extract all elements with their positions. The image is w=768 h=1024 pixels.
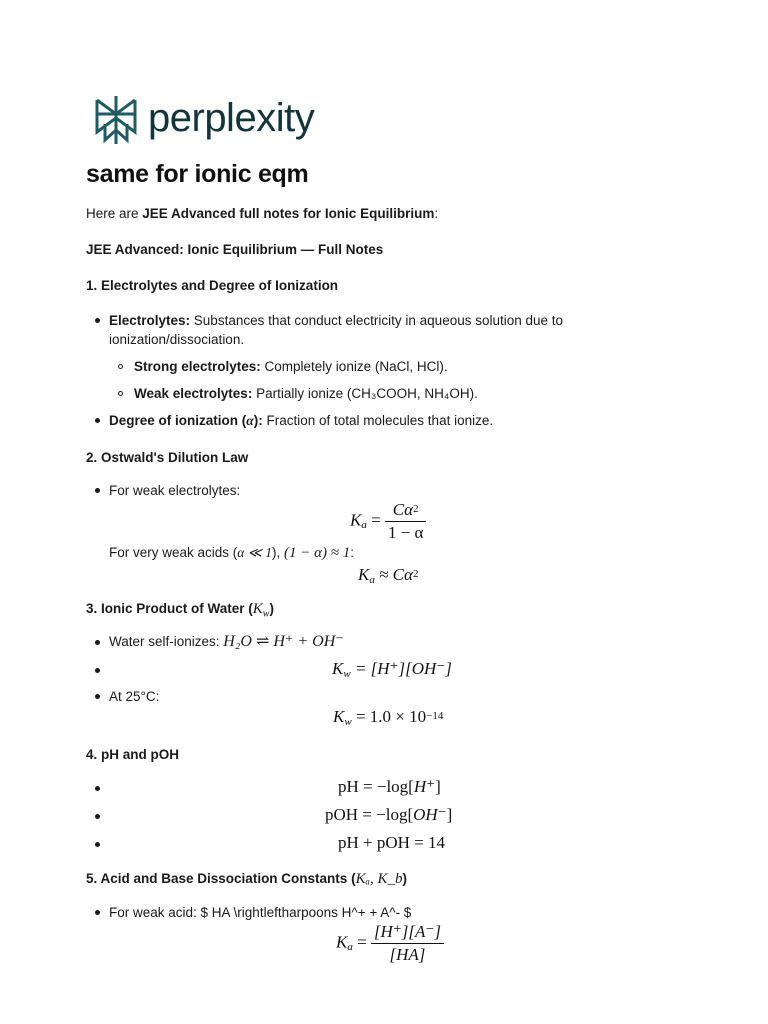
ostwald-approx-equation: $K_a \approx C\alpha^2$ xyxy=(358,565,419,586)
at-25c-item: At 25°C: xyxy=(109,689,160,704)
ph-poh-sum-equation: pH + pOH = 14 xyxy=(338,833,446,852)
brand-wordmark: perplexity xyxy=(148,96,315,140)
bullet-marker xyxy=(95,694,100,699)
very-weak-acids-line: For very weak acids (α ≪ 1), (1 − α) ≈ 1: xyxy=(109,545,355,561)
ph-equation: pH = −log[H⁺] xyxy=(338,777,441,796)
bullet-marker xyxy=(95,418,100,423)
page-title: same for ionic eqm xyxy=(86,160,309,188)
section-1-heading: 1. Electrolytes and Degree of Ionization xyxy=(86,278,339,293)
bullet-marker xyxy=(95,910,100,915)
kw-equation: $K_w = [H^+][OH^-]$ xyxy=(332,659,452,680)
self-ionizes-item: Water self-ionizes: H₂O ⇌ H⁺ + OH⁻ xyxy=(109,633,344,650)
poh-equation: pOH = −log[OH⁻] xyxy=(325,805,453,824)
bullet-marker xyxy=(95,640,100,645)
strong-electrolytes-item: Strong electrolytes: Completely ionize (NaCl, HCl). xyxy=(134,359,448,374)
perplexity-mark-icon xyxy=(94,94,138,146)
doc-heading: JEE Advanced: Ionic Equilibrium — Full Notes xyxy=(86,242,384,257)
section-4-heading: 4. pH and pOH xyxy=(86,747,180,762)
bullet-marker xyxy=(95,814,100,819)
weak-acid-item: For weak acid: $ HA \rightleftharpoons H^+ + A^- $ xyxy=(109,905,412,920)
bullet-marker xyxy=(95,318,100,323)
bullet-marker xyxy=(95,842,100,847)
section-3-heading: 3. Ionic Product of Water $(K_w)$ xyxy=(86,601,274,620)
ka-equation: $K_a$ = $\frac{[H^+][A^-]}{[HA]}$ xyxy=(336,922,444,965)
bullet-marker xyxy=(95,488,100,493)
ostwald-equation: $K_a$ = $\frac{C\alpha^2}{1 - \alpha}$ xyxy=(350,500,426,543)
sub-bullet-marker xyxy=(118,391,123,396)
sub-bullet-marker xyxy=(118,364,123,369)
perplexity-logo xyxy=(94,94,314,146)
kw-value-equation: $K_w = 1.0 \times 10^{-14}$ xyxy=(333,707,444,728)
bullet-marker xyxy=(95,786,100,791)
bullet-marker xyxy=(95,668,100,673)
section-2-heading: 2. Ostwald's Dilution Law xyxy=(86,450,249,465)
section-5-heading: 5. Acid and Base Dissociation Constants (Kₐ, K_b) xyxy=(86,871,407,887)
weak-electrolytes-bullet: For weak electrolytes: xyxy=(109,483,241,498)
degree-item: Degree of ionization (α): Fraction of total molecules that ionize. xyxy=(109,413,494,428)
intro-line: Here are JEE Advanced full notes for Ionic Equilibrium: xyxy=(86,206,439,221)
electrolytes-item: Electrolytes: Substances that conduct electricity in aqueous solution due to xyxy=(109,313,564,328)
electrolytes-item-cont: ionization/dissociation. xyxy=(109,332,245,347)
weak-electrolytes-item: Weak electrolytes: Partially ionize (CH₃COOH, NH₄OH). xyxy=(134,386,478,401)
